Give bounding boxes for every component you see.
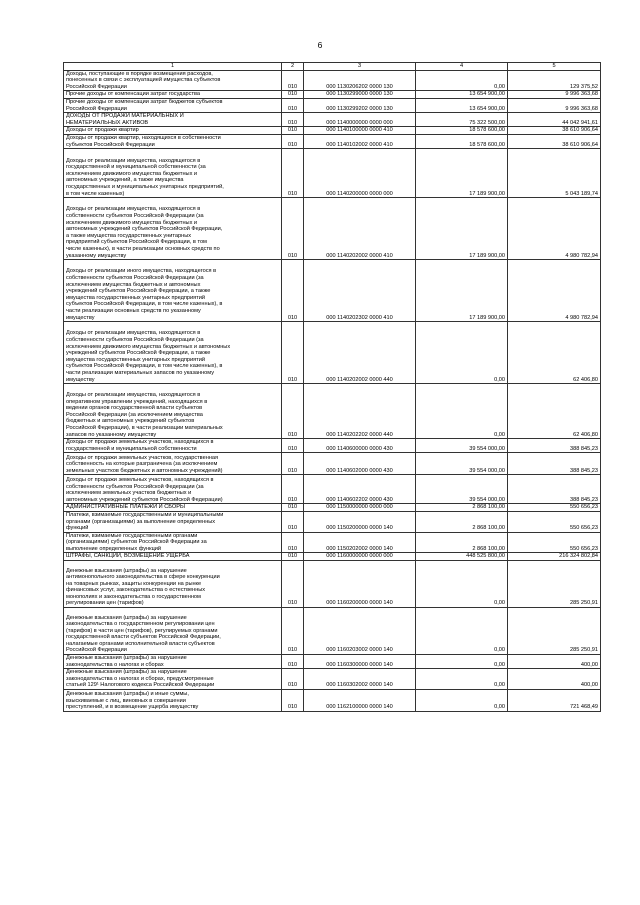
row-kbk-cell: 000 1130299000 0000 130 xyxy=(304,91,416,99)
table-row xyxy=(64,608,601,655)
row-kbk-cell: 000 1140202302 0000 410 xyxy=(304,260,416,322)
row-fact-cell: 550 656,23 xyxy=(508,511,601,532)
row-fact-cell: 285 250,91 xyxy=(508,608,601,655)
row-kbk-cell: 000 1162100000 0000 140 xyxy=(304,690,416,712)
row-name-cell: Доходы от продажи земельных участков, находящихся в государственной и муниципальной собственности xyxy=(64,439,282,453)
row-code-cell: 010 xyxy=(282,198,304,260)
table-row xyxy=(64,655,601,669)
row-code-cell: 010 xyxy=(282,322,304,384)
row-fact-cell: 4 980 782,94 xyxy=(508,260,601,322)
row-plan-cell: 0,00 xyxy=(416,322,508,384)
row-name-cell: Денежные взыскания (штрафы) и иные суммы, взыскиваемые с лиц, виновных в совершении преступлений, и в возмещение ущерба имуществу xyxy=(64,690,282,712)
row-fact-cell: 129 375,52 xyxy=(508,70,601,91)
row-fact-cell: 62 406,80 xyxy=(508,384,601,439)
row-code-cell: 010 xyxy=(282,384,304,439)
row-kbk-cell: 000 1140000000 0000 000 xyxy=(304,113,416,127)
row-fact-cell: 44 042 941,61 xyxy=(508,113,601,127)
row-fact-cell: 550 656,23 xyxy=(508,504,601,512)
row-kbk-cell: 000 1150000000 0000 000 xyxy=(304,504,416,512)
table-header-row xyxy=(64,63,601,71)
row-kbk-cell: 000 1140102002 0000 410 xyxy=(304,134,416,148)
row-code-cell: 010 xyxy=(282,70,304,91)
row-name-cell: Денежные взыскания (штрафы) за нарушение законодательства о налогах и сборах xyxy=(64,655,282,669)
row-plan-cell: 0,00 xyxy=(416,655,508,669)
row-name-cell: Доходы от продажи квартир, находящихся в собственности субъектов Российской Федерации xyxy=(64,134,282,148)
row-fact-cell: 4 980 782,94 xyxy=(508,198,601,260)
row-code-cell: 010 xyxy=(282,511,304,532)
row-name-cell: Доходы от реализации имущества, находящегося в государственной и муниципальной собственности (за исключением движимого имущества бюджетных и автономных учреждений, а также имущества государственных и муниципальных унитарных предприятий, в том числе казенных) xyxy=(64,149,282,198)
row-code-cell: 010 xyxy=(282,91,304,99)
row-name-cell: Доходы от продажи квартир xyxy=(64,127,282,135)
row-kbk-cell: 000 1140202002 0000 410 xyxy=(304,198,416,260)
row-name-cell: Доходы, поступающие в порядке возмещения расходов, понесенных в связи с эксплуатацией имущества субъектов Российской Федерации xyxy=(64,70,282,91)
header-cell: 1 xyxy=(64,63,282,71)
row-fact-cell: 388 845,23 xyxy=(508,439,601,453)
row-plan-cell: 0,00 xyxy=(416,561,508,608)
row-fact-cell: 388 845,23 xyxy=(508,453,601,475)
row-kbk-cell: 000 1160300000 0000 140 xyxy=(304,655,416,669)
table-row xyxy=(64,475,601,504)
row-fact-cell: 721 468,49 xyxy=(508,690,601,712)
table-row xyxy=(64,384,601,439)
row-kbk-cell: 000 1160203002 0000 140 xyxy=(304,608,416,655)
row-name-cell: Доходы от продажи земельных участков, государственная собственность на которые разграничена (за исключением земельных участков бюджетных и автономных учреждений) xyxy=(64,453,282,475)
table-row xyxy=(64,322,601,384)
header-cell: 2 xyxy=(282,63,304,71)
row-plan-cell: 2 868 100,00 xyxy=(416,532,508,553)
row-fact-cell: 62 406,80 xyxy=(508,322,601,384)
row-kbk-cell: 000 1140602202 0000 430 xyxy=(304,475,416,504)
table-row xyxy=(64,260,601,322)
row-name-cell: Доходы от реализации иного имущества, находящегося в собственности субъектов Российской Федерации (за исключением имущества бюджетных и автономных учреждений субъектов Российской Федерации, а также имущества государственных унитарных предприятий субъектов Российской Федерации, в том числе казенных), в части реализации основных средств по указанному имуществу xyxy=(64,260,282,322)
table-row xyxy=(64,198,601,260)
row-kbk-cell: 000 1160302002 0000 140 xyxy=(304,669,416,690)
row-fact-cell: 9 996 363,68 xyxy=(508,91,601,99)
row-code-cell: 010 xyxy=(282,260,304,322)
table-row xyxy=(64,453,601,475)
row-fact-cell: 9 996 363,68 xyxy=(508,98,601,112)
row-name-cell: Прочие доходы от компенсации затрат бюджетов субъектов Российской Федерации xyxy=(64,98,282,112)
row-fact-cell: 400,00 xyxy=(508,655,601,669)
row-code-cell: 010 xyxy=(282,475,304,504)
table-row xyxy=(64,149,601,198)
row-code-cell: 010 xyxy=(282,453,304,475)
row-name-cell: Доходы от реализации имущества, находящегося в собственности субъектов Российской Федерации (за исключением движимого имущества бюджетных и автономных учреждений субъектов Российской Федерации, а также имущества государственных унитарных предприятий субъектов Российской Федерации, в том числе казенных), в части реализации основных средств по указанному имуществу xyxy=(64,198,282,260)
row-fact-cell: 38 610 906,64 xyxy=(508,127,601,135)
row-plan-cell: 17 189 900,00 xyxy=(416,260,508,322)
table-row xyxy=(64,113,601,127)
row-kbk-cell: 000 1150202002 0000 140 xyxy=(304,532,416,553)
table-row xyxy=(64,553,601,561)
row-plan-cell: 0,00 xyxy=(416,669,508,690)
row-fact-cell: 388 845,23 xyxy=(508,475,601,504)
table-row xyxy=(64,70,601,91)
row-code-cell: 010 xyxy=(282,98,304,112)
row-plan-cell: 0,00 xyxy=(416,608,508,655)
table-row xyxy=(64,134,601,148)
row-kbk-cell: 000 1140200000 0000 000 xyxy=(304,149,416,198)
row-kbk-cell: 000 1140202002 0000 440 xyxy=(304,322,416,384)
row-name-cell: Денежные взыскания (штрафы) за нарушение законодательства о государственном регулировании цен (тарифов) в части цен (тарифов), регулируемых органами государственной власти субъектов Российской Федерации, налагаемые органами исполнительной власти субъектов Российской Федерации xyxy=(64,608,282,655)
table-row xyxy=(64,504,601,512)
row-plan-cell: 0,00 xyxy=(416,384,508,439)
row-name-cell: Платежи, взимаемые государственными органами (организациями) субъектов Российской Федерации за выполнение определенных функций xyxy=(64,532,282,553)
row-plan-cell: 18 578 600,00 xyxy=(416,127,508,135)
header-cell: 3 xyxy=(304,63,416,71)
row-kbk-cell: 000 1140600000 0000 430 xyxy=(304,439,416,453)
row-plan-cell: 0,00 xyxy=(416,690,508,712)
row-fact-cell: 5 043 189,74 xyxy=(508,149,601,198)
row-code-cell: 010 xyxy=(282,113,304,127)
row-code-cell: 010 xyxy=(282,149,304,198)
row-plan-cell: 2 868 100,00 xyxy=(416,511,508,532)
row-name-cell: ДОХОДЫ ОТ ПРОДАЖИ МАТЕРИАЛЬНЫХ И НЕМАТЕРИАЛЬНЫХ АКТИВОВ xyxy=(64,113,282,127)
revenue-table xyxy=(63,62,601,712)
row-name-cell: Доходы от реализации имущества, находящегося в оперативном управлении учреждений, находящихся в ведении органов государственной власти субъектов Российской Федерации (за исключением имущества бюджетных и автономных учреждений субъектов Российской Федерации), в части реализации материальных запасов по указанному имуществу xyxy=(64,384,282,439)
table-row xyxy=(64,532,601,553)
row-fact-cell: 216 324 802,84 xyxy=(508,553,601,561)
row-fact-cell: 38 610 906,64 xyxy=(508,134,601,148)
row-plan-cell: 39 554 000,00 xyxy=(416,439,508,453)
table-row xyxy=(64,127,601,135)
row-name-cell: Доходы от продажи земельных участков, находящихся в собственности субъектов Российской Федерации (за исключением земельных участков бюджетных и автономных учреждений субъектов Российской Федерации) xyxy=(64,475,282,504)
row-code-cell: 010 xyxy=(282,561,304,608)
row-code-cell: 010 xyxy=(282,532,304,553)
row-name-cell: ШТРАФЫ, САНКЦИИ, ВОЗМЕЩЕНИЕ УЩЕРБА xyxy=(64,553,282,561)
row-kbk-cell: 000 1150200000 0000 140 xyxy=(304,511,416,532)
row-code-cell: 010 xyxy=(282,669,304,690)
row-plan-cell: 75 322 500,00 xyxy=(416,113,508,127)
table-row xyxy=(64,511,601,532)
row-kbk-cell: 000 1140202202 0000 440 xyxy=(304,384,416,439)
row-plan-cell: 13 654 900,00 xyxy=(416,91,508,99)
table-row xyxy=(64,91,601,99)
row-name-cell: Прочие доходы от компенсации затрат государства xyxy=(64,91,282,99)
row-plan-cell: 0,00 xyxy=(416,70,508,91)
table-row xyxy=(64,561,601,608)
row-plan-cell: 448 525 800,00 xyxy=(416,553,508,561)
row-kbk-cell: 000 1160200000 0000 140 xyxy=(304,561,416,608)
row-fact-cell: 400,00 xyxy=(508,669,601,690)
row-name-cell: Платежи, взимаемые государственными и муниципальными органами (организациями) за выполнение определенных функций xyxy=(64,511,282,532)
row-plan-cell: 2 868 100,00 xyxy=(416,504,508,512)
row-code-cell: 010 xyxy=(282,439,304,453)
row-fact-cell: 285 250,91 xyxy=(508,561,601,608)
row-kbk-cell: 000 1160000000 0000 000 xyxy=(304,553,416,561)
header-cell: 5 xyxy=(508,63,601,71)
table-row xyxy=(64,690,601,712)
row-kbk-cell: 000 1140602000 0000 430 xyxy=(304,453,416,475)
row-name-cell: Денежные взыскания (штрафы) за нарушение законодательства о налогах и сборах, предусмотренные статьей 129¹ Налогового кодекса Российской Федерации xyxy=(64,669,282,690)
row-plan-cell: 17 189 900,00 xyxy=(416,149,508,198)
row-plan-cell: 18 578 600,00 xyxy=(416,134,508,148)
row-code-cell: 010 xyxy=(282,134,304,148)
row-kbk-cell: 000 1140100000 0000 410 xyxy=(304,127,416,135)
row-kbk-cell: 000 1130299202 0000 130 xyxy=(304,98,416,112)
table-row xyxy=(64,439,601,453)
row-plan-cell: 39 554 000,00 xyxy=(416,453,508,475)
table-row xyxy=(64,669,601,690)
row-code-cell: 010 xyxy=(282,127,304,135)
row-code-cell: 010 xyxy=(282,690,304,712)
row-fact-cell: 550 656,23 xyxy=(508,532,601,553)
row-plan-cell: 13 654 900,00 xyxy=(416,98,508,112)
row-plan-cell: 39 554 000,00 xyxy=(416,475,508,504)
row-code-cell: 010 xyxy=(282,655,304,669)
table-row xyxy=(64,98,601,112)
row-code-cell: 010 xyxy=(282,504,304,512)
row-code-cell: 010 xyxy=(282,608,304,655)
row-name-cell: Доходы от реализации имущества, находящегося в собственности субъектов Российской Федерации (за исключением движимого имущества бюджетных и автономных учреждений субъектов Российской Федерации, а также имущества государственных унитарных предприятий субъектов Российской Федерации, в том числе казенных), в части реализации материальных запасов по указанному имуществу xyxy=(64,322,282,384)
row-name-cell: Денежные взыскания (штрафы) за нарушение антимонопольного законодательства в сфере конкуренции на товарных рынках, защиты конкуренции на рынке финансовых услуг, законодательства о естественных монополиях и законодательства о государственном регулировании цен (тарифов) xyxy=(64,561,282,608)
row-code-cell: 010 xyxy=(282,553,304,561)
row-plan-cell: 17 189 900,00 xyxy=(416,198,508,260)
row-name-cell: АДМИНИСТРАТИВНЫЕ ПЛАТЕЖИ И СБОРЫ xyxy=(64,504,282,512)
page-number: 6 xyxy=(317,40,323,50)
header-cell: 4 xyxy=(416,63,508,71)
row-kbk-cell: 000 1130206202 0000 130 xyxy=(304,70,416,91)
